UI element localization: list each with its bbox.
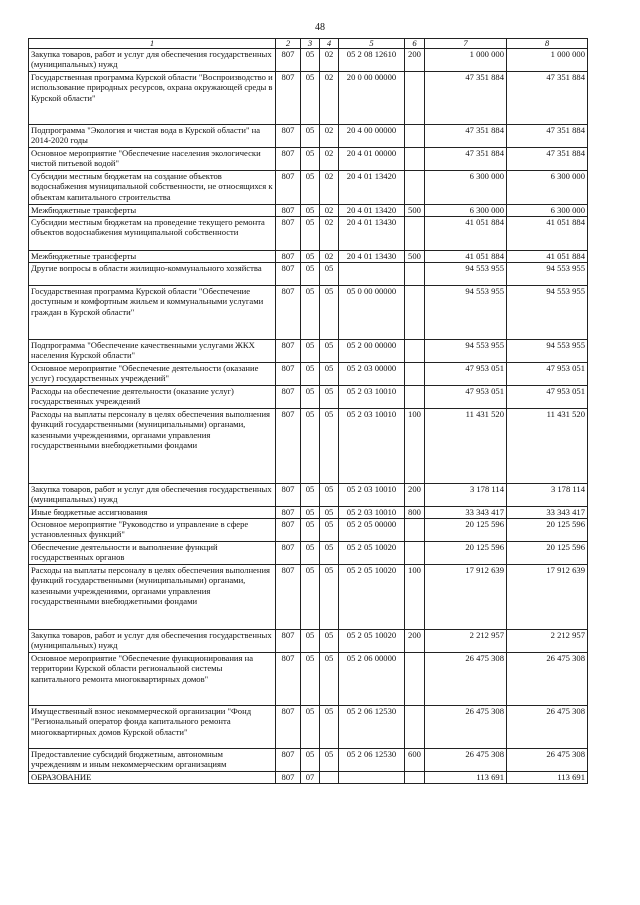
cell-amount-2: 17 912 639	[507, 565, 588, 630]
cell-csr: 05 2 03 00000	[339, 363, 405, 386]
cell-csr: 05 2 05 00000	[339, 519, 405, 542]
row-name: Обеспечение деятельности и выполнение функций государственных органов	[29, 542, 276, 565]
cell-ved: 807	[276, 263, 301, 286]
cell-pr: 05	[320, 507, 339, 519]
cell-vr	[405, 171, 425, 205]
cell-pr: 05	[320, 484, 339, 507]
cell-amount-1: 47 351 884	[425, 148, 507, 171]
cell-pr	[320, 772, 339, 784]
cell-vr	[405, 340, 425, 363]
cell-amount-1: 2 212 957	[425, 630, 507, 653]
cell-csr: 20 4 01 13430	[339, 251, 405, 263]
cell-ved: 807	[276, 148, 301, 171]
column-header: 3	[301, 39, 320, 49]
cell-amount-2: 26 475 308	[507, 706, 588, 749]
cell-ved: 807	[276, 519, 301, 542]
table-row	[29, 653, 588, 706]
cell-vr: 200	[405, 49, 425, 72]
table-row	[29, 772, 588, 784]
table-row	[29, 749, 588, 772]
table-row	[29, 409, 588, 484]
column-header: 7	[425, 39, 507, 49]
cell-amount-1: 41 051 884	[425, 251, 507, 263]
cell-csr: 05 2 06 12530	[339, 706, 405, 749]
cell-amount-2: 26 475 308	[507, 653, 588, 706]
table-row	[29, 72, 588, 125]
cell-csr: 20 4 01 13420	[339, 205, 405, 217]
cell-vr	[405, 148, 425, 171]
cell-pr: 05	[320, 653, 339, 706]
row-name: Подпрограмма "Экология и чистая вода в Курской области" на 2014-2020 годы	[29, 125, 276, 148]
cell-pr: 02	[320, 125, 339, 148]
cell-csr: 05 2 03 10010	[339, 386, 405, 409]
cell-ved: 807	[276, 630, 301, 653]
cell-rz: 05	[301, 263, 320, 286]
cell-rz: 05	[301, 706, 320, 749]
cell-rz: 05	[301, 542, 320, 565]
cell-ved: 807	[276, 340, 301, 363]
cell-amount-1: 11 431 520	[425, 409, 507, 484]
cell-rz: 05	[301, 251, 320, 263]
cell-rz: 05	[301, 205, 320, 217]
row-name: Имущественный взнос некоммерческой организации "Фонд "Региональный оператор фонда капитального ремонта многоквартирных домов Курской области"	[29, 706, 276, 749]
table-row	[29, 565, 588, 630]
cell-rz: 05	[301, 217, 320, 251]
column-header: 6	[405, 39, 425, 49]
row-name: Иные бюджетные ассигнования	[29, 507, 276, 519]
row-name: Расходы на выплаты персоналу в целях обеспечения выполнения функций государственными (муниципальными) органами, казенными учреждениями, органами управления государственными внебюджетными фондами	[29, 565, 276, 630]
table-row	[29, 706, 588, 749]
cell-vr	[405, 263, 425, 286]
table-row	[29, 205, 588, 217]
cell-ved: 807	[276, 125, 301, 148]
row-name: Основное мероприятие "Обеспечение населения экологически чистой питьевой водой"	[29, 148, 276, 171]
cell-pr: 05	[320, 263, 339, 286]
cell-amount-1: 26 475 308	[425, 706, 507, 749]
cell-ved: 807	[276, 171, 301, 205]
cell-amount-2: 47 351 884	[507, 125, 588, 148]
cell-amount-1: 47 351 884	[425, 125, 507, 148]
cell-rz: 05	[301, 565, 320, 630]
cell-pr: 02	[320, 148, 339, 171]
row-name: Другие вопросы в области жилищно-коммунального хозяйства	[29, 263, 276, 286]
cell-amount-1: 6 300 000	[425, 205, 507, 217]
cell-ved: 807	[276, 409, 301, 484]
cell-amount-2: 3 178 114	[507, 484, 588, 507]
cell-ved: 807	[276, 205, 301, 217]
cell-csr	[339, 772, 405, 784]
table-row	[29, 340, 588, 363]
row-name: Государственная программа Курской области "Воспроизводство и использование природных ресурсов, охрана окружающей среды в Курской области"	[29, 72, 276, 125]
cell-pr: 02	[320, 49, 339, 72]
cell-pr: 05	[320, 706, 339, 749]
cell-vr: 200	[405, 484, 425, 507]
cell-ved: 807	[276, 363, 301, 386]
cell-vr	[405, 386, 425, 409]
cell-csr: 05 2 05 10020	[339, 565, 405, 630]
cell-ved: 807	[276, 749, 301, 772]
cell-csr: 05 2 06 12530	[339, 749, 405, 772]
row-name: ОБРАЗОВАНИЕ	[29, 772, 276, 784]
cell-amount-1: 20 125 596	[425, 542, 507, 565]
cell-rz: 05	[301, 125, 320, 148]
cell-vr: 800	[405, 507, 425, 519]
column-header: 5	[339, 39, 405, 49]
cell-csr: 05 2 03 10010	[339, 484, 405, 507]
cell-amount-2: 20 125 596	[507, 519, 588, 542]
cell-ved: 807	[276, 251, 301, 263]
cell-csr: 05 0 00 00000	[339, 286, 405, 340]
cell-vr	[405, 286, 425, 340]
cell-pr: 02	[320, 217, 339, 251]
cell-pr: 02	[320, 251, 339, 263]
cell-amount-2: 113 691	[507, 772, 588, 784]
cell-amount-2: 26 475 308	[507, 749, 588, 772]
cell-amount-2: 94 553 955	[507, 286, 588, 340]
cell-pr: 05	[320, 340, 339, 363]
row-name: Государственная программа Курской области "Обеспечение доступным и комфортным жильем и коммунальными услугами граждан в Курской области"	[29, 286, 276, 340]
cell-amount-2: 47 953 051	[507, 386, 588, 409]
row-name: Расходы на выплаты персоналу в целях обеспечения выполнения функций государственными (муниципальными) органами, казенными учреждениями, органами управления государственными внебюджетными фондами	[29, 409, 276, 484]
cell-amount-1: 6 300 000	[425, 171, 507, 205]
cell-rz: 05	[301, 519, 320, 542]
row-name: Расходы на обеспечение деятельности (оказание услуг) государственных учреждений	[29, 386, 276, 409]
cell-amount-2: 20 125 596	[507, 542, 588, 565]
cell-csr: 05 2 05 10020	[339, 542, 405, 565]
cell-amount-1: 33 343 417	[425, 507, 507, 519]
cell-rz: 05	[301, 171, 320, 205]
table-row	[29, 519, 588, 542]
cell-vr	[405, 653, 425, 706]
table-row	[29, 125, 588, 148]
cell-ved: 807	[276, 49, 301, 72]
cell-amount-1: 94 553 955	[425, 340, 507, 363]
cell-csr: 05 2 06 00000	[339, 653, 405, 706]
cell-amount-2: 94 553 955	[507, 340, 588, 363]
cell-ved: 807	[276, 772, 301, 784]
cell-ved: 807	[276, 565, 301, 630]
cell-amount-2: 47 351 884	[507, 148, 588, 171]
cell-csr: 20 0 00 00000	[339, 72, 405, 125]
cell-amount-1: 94 553 955	[425, 263, 507, 286]
row-name: Подпрограмма "Обеспечение качественными услугами ЖКХ населения Курской области"	[29, 340, 276, 363]
cell-csr: 20 4 01 13420	[339, 171, 405, 205]
table-row	[29, 386, 588, 409]
cell-pr: 05	[320, 630, 339, 653]
cell-rz: 07	[301, 772, 320, 784]
cell-rz: 05	[301, 749, 320, 772]
table-row	[29, 507, 588, 519]
cell-amount-1: 17 912 639	[425, 565, 507, 630]
cell-csr: 20 4 01 00000	[339, 148, 405, 171]
cell-pr: 02	[320, 72, 339, 125]
table-row	[29, 217, 588, 251]
column-header: 4	[320, 39, 339, 49]
cell-ved: 807	[276, 653, 301, 706]
cell-amount-2: 47 351 884	[507, 72, 588, 125]
cell-pr: 02	[320, 205, 339, 217]
table-row	[29, 251, 588, 263]
table-row	[29, 286, 588, 340]
cell-rz: 05	[301, 630, 320, 653]
cell-amount-1: 47 351 884	[425, 72, 507, 125]
cell-vr: 500	[405, 251, 425, 263]
cell-amount-1: 41 051 884	[425, 217, 507, 251]
cell-csr: 05 2 03 10010	[339, 409, 405, 484]
cell-pr: 05	[320, 542, 339, 565]
row-name: Межбюджетные трансферты	[29, 205, 276, 217]
cell-vr: 600	[405, 749, 425, 772]
cell-rz: 05	[301, 148, 320, 171]
row-name: Основное мероприятие "Обеспечение деятельности (оказание услуг) государственных учреждений"	[29, 363, 276, 386]
cell-amount-1: 26 475 308	[425, 749, 507, 772]
cell-amount-2: 41 051 884	[507, 251, 588, 263]
cell-amount-2: 11 431 520	[507, 409, 588, 484]
cell-amount-2: 6 300 000	[507, 205, 588, 217]
table-row	[29, 148, 588, 171]
row-name: Закупка товаров, работ и услуг для обеспечения государственных (муниципальных) нужд	[29, 630, 276, 653]
cell-vr: 200	[405, 630, 425, 653]
cell-csr: 20 4 01 13430	[339, 217, 405, 251]
cell-pr: 05	[320, 519, 339, 542]
cell-amount-1: 3 178 114	[425, 484, 507, 507]
row-name: Межбюджетные трансферты	[29, 251, 276, 263]
cell-rz: 05	[301, 653, 320, 706]
cell-ved: 807	[276, 706, 301, 749]
row-name: Предоставление субсидий бюджетным, автономным учреждениям и иным некоммерческим организациям	[29, 749, 276, 772]
cell-pr: 05	[320, 565, 339, 630]
table-row	[29, 171, 588, 205]
cell-csr: 05 2 03 10010	[339, 507, 405, 519]
cell-amount-2: 94 553 955	[507, 263, 588, 286]
cell-rz: 05	[301, 286, 320, 340]
cell-vr	[405, 519, 425, 542]
cell-ved: 807	[276, 217, 301, 251]
cell-rz: 05	[301, 363, 320, 386]
cell-pr: 05	[320, 386, 339, 409]
cell-ved: 807	[276, 484, 301, 507]
cell-rz: 05	[301, 484, 320, 507]
cell-ved: 807	[276, 386, 301, 409]
cell-amount-2: 2 212 957	[507, 630, 588, 653]
cell-vr: 100	[405, 565, 425, 630]
cell-ved: 807	[276, 72, 301, 125]
cell-pr: 05	[320, 286, 339, 340]
row-name: Субсидии местным бюджетам на проведение текущего ремонта объектов водоснабжения муниципальной собственности	[29, 217, 276, 251]
cell-vr	[405, 772, 425, 784]
cell-ved: 807	[276, 507, 301, 519]
table-row	[29, 630, 588, 653]
cell-rz: 05	[301, 409, 320, 484]
cell-ved: 807	[276, 542, 301, 565]
cell-rz: 05	[301, 386, 320, 409]
cell-amount-2: 1 000 000	[507, 49, 588, 72]
cell-rz: 05	[301, 72, 320, 125]
cell-vr	[405, 217, 425, 251]
cell-amount-1: 94 553 955	[425, 286, 507, 340]
row-name: Основное мероприятие "Обеспечение функционирования на территории Курской области региональной системы капитального ремонта многоквартирных домов"	[29, 653, 276, 706]
cell-vr	[405, 125, 425, 148]
cell-vr	[405, 72, 425, 125]
cell-vr	[405, 542, 425, 565]
table-row	[29, 363, 588, 386]
table-row	[29, 542, 588, 565]
header-row	[29, 39, 588, 49]
table-row	[29, 49, 588, 72]
cell-amount-1: 26 475 308	[425, 653, 507, 706]
cell-csr	[339, 263, 405, 286]
cell-rz: 05	[301, 340, 320, 363]
cell-vr: 500	[405, 205, 425, 217]
cell-amount-1: 47 953 051	[425, 386, 507, 409]
cell-vr: 100	[405, 409, 425, 484]
cell-pr: 05	[320, 409, 339, 484]
cell-csr: 05 2 08 12610	[339, 49, 405, 72]
cell-csr: 20 4 00 00000	[339, 125, 405, 148]
row-name: Основное мероприятие "Руководство и управление в сфере установленных функций"	[29, 519, 276, 542]
column-header: 1	[29, 39, 276, 49]
table-row	[29, 263, 588, 286]
column-header: 2	[276, 39, 301, 49]
cell-amount-2: 6 300 000	[507, 171, 588, 205]
cell-ved: 807	[276, 286, 301, 340]
cell-pr: 05	[320, 749, 339, 772]
cell-amount-2: 41 051 884	[507, 217, 588, 251]
cell-rz: 05	[301, 49, 320, 72]
table-row	[29, 484, 588, 507]
cell-pr: 02	[320, 171, 339, 205]
cell-amount-2: 47 953 051	[507, 363, 588, 386]
cell-amount-1: 47 953 051	[425, 363, 507, 386]
cell-csr: 05 2 05 10020	[339, 630, 405, 653]
cell-amount-1: 113 691	[425, 772, 507, 784]
cell-rz: 05	[301, 507, 320, 519]
row-name: Закупка товаров, работ и услуг для обеспечения государственных (муниципальных) нужд	[29, 484, 276, 507]
cell-vr	[405, 706, 425, 749]
cell-pr: 05	[320, 363, 339, 386]
cell-amount-1: 1 000 000	[425, 49, 507, 72]
budget-table	[28, 38, 588, 784]
cell-vr	[405, 363, 425, 386]
column-header: 8	[507, 39, 588, 49]
cell-amount-2: 33 343 417	[507, 507, 588, 519]
row-name: Субсидии местным бюджетам на создание объектов водоснабжения муниципальной собственности, не относящихся к объектам капитального строительства	[29, 171, 276, 205]
page-number: 48	[315, 22, 325, 33]
cell-csr: 05 2 00 00000	[339, 340, 405, 363]
cell-amount-1: 20 125 596	[425, 519, 507, 542]
row-name: Закупка товаров, работ и услуг для обеспечения государственных (муниципальных) нужд	[29, 49, 276, 72]
